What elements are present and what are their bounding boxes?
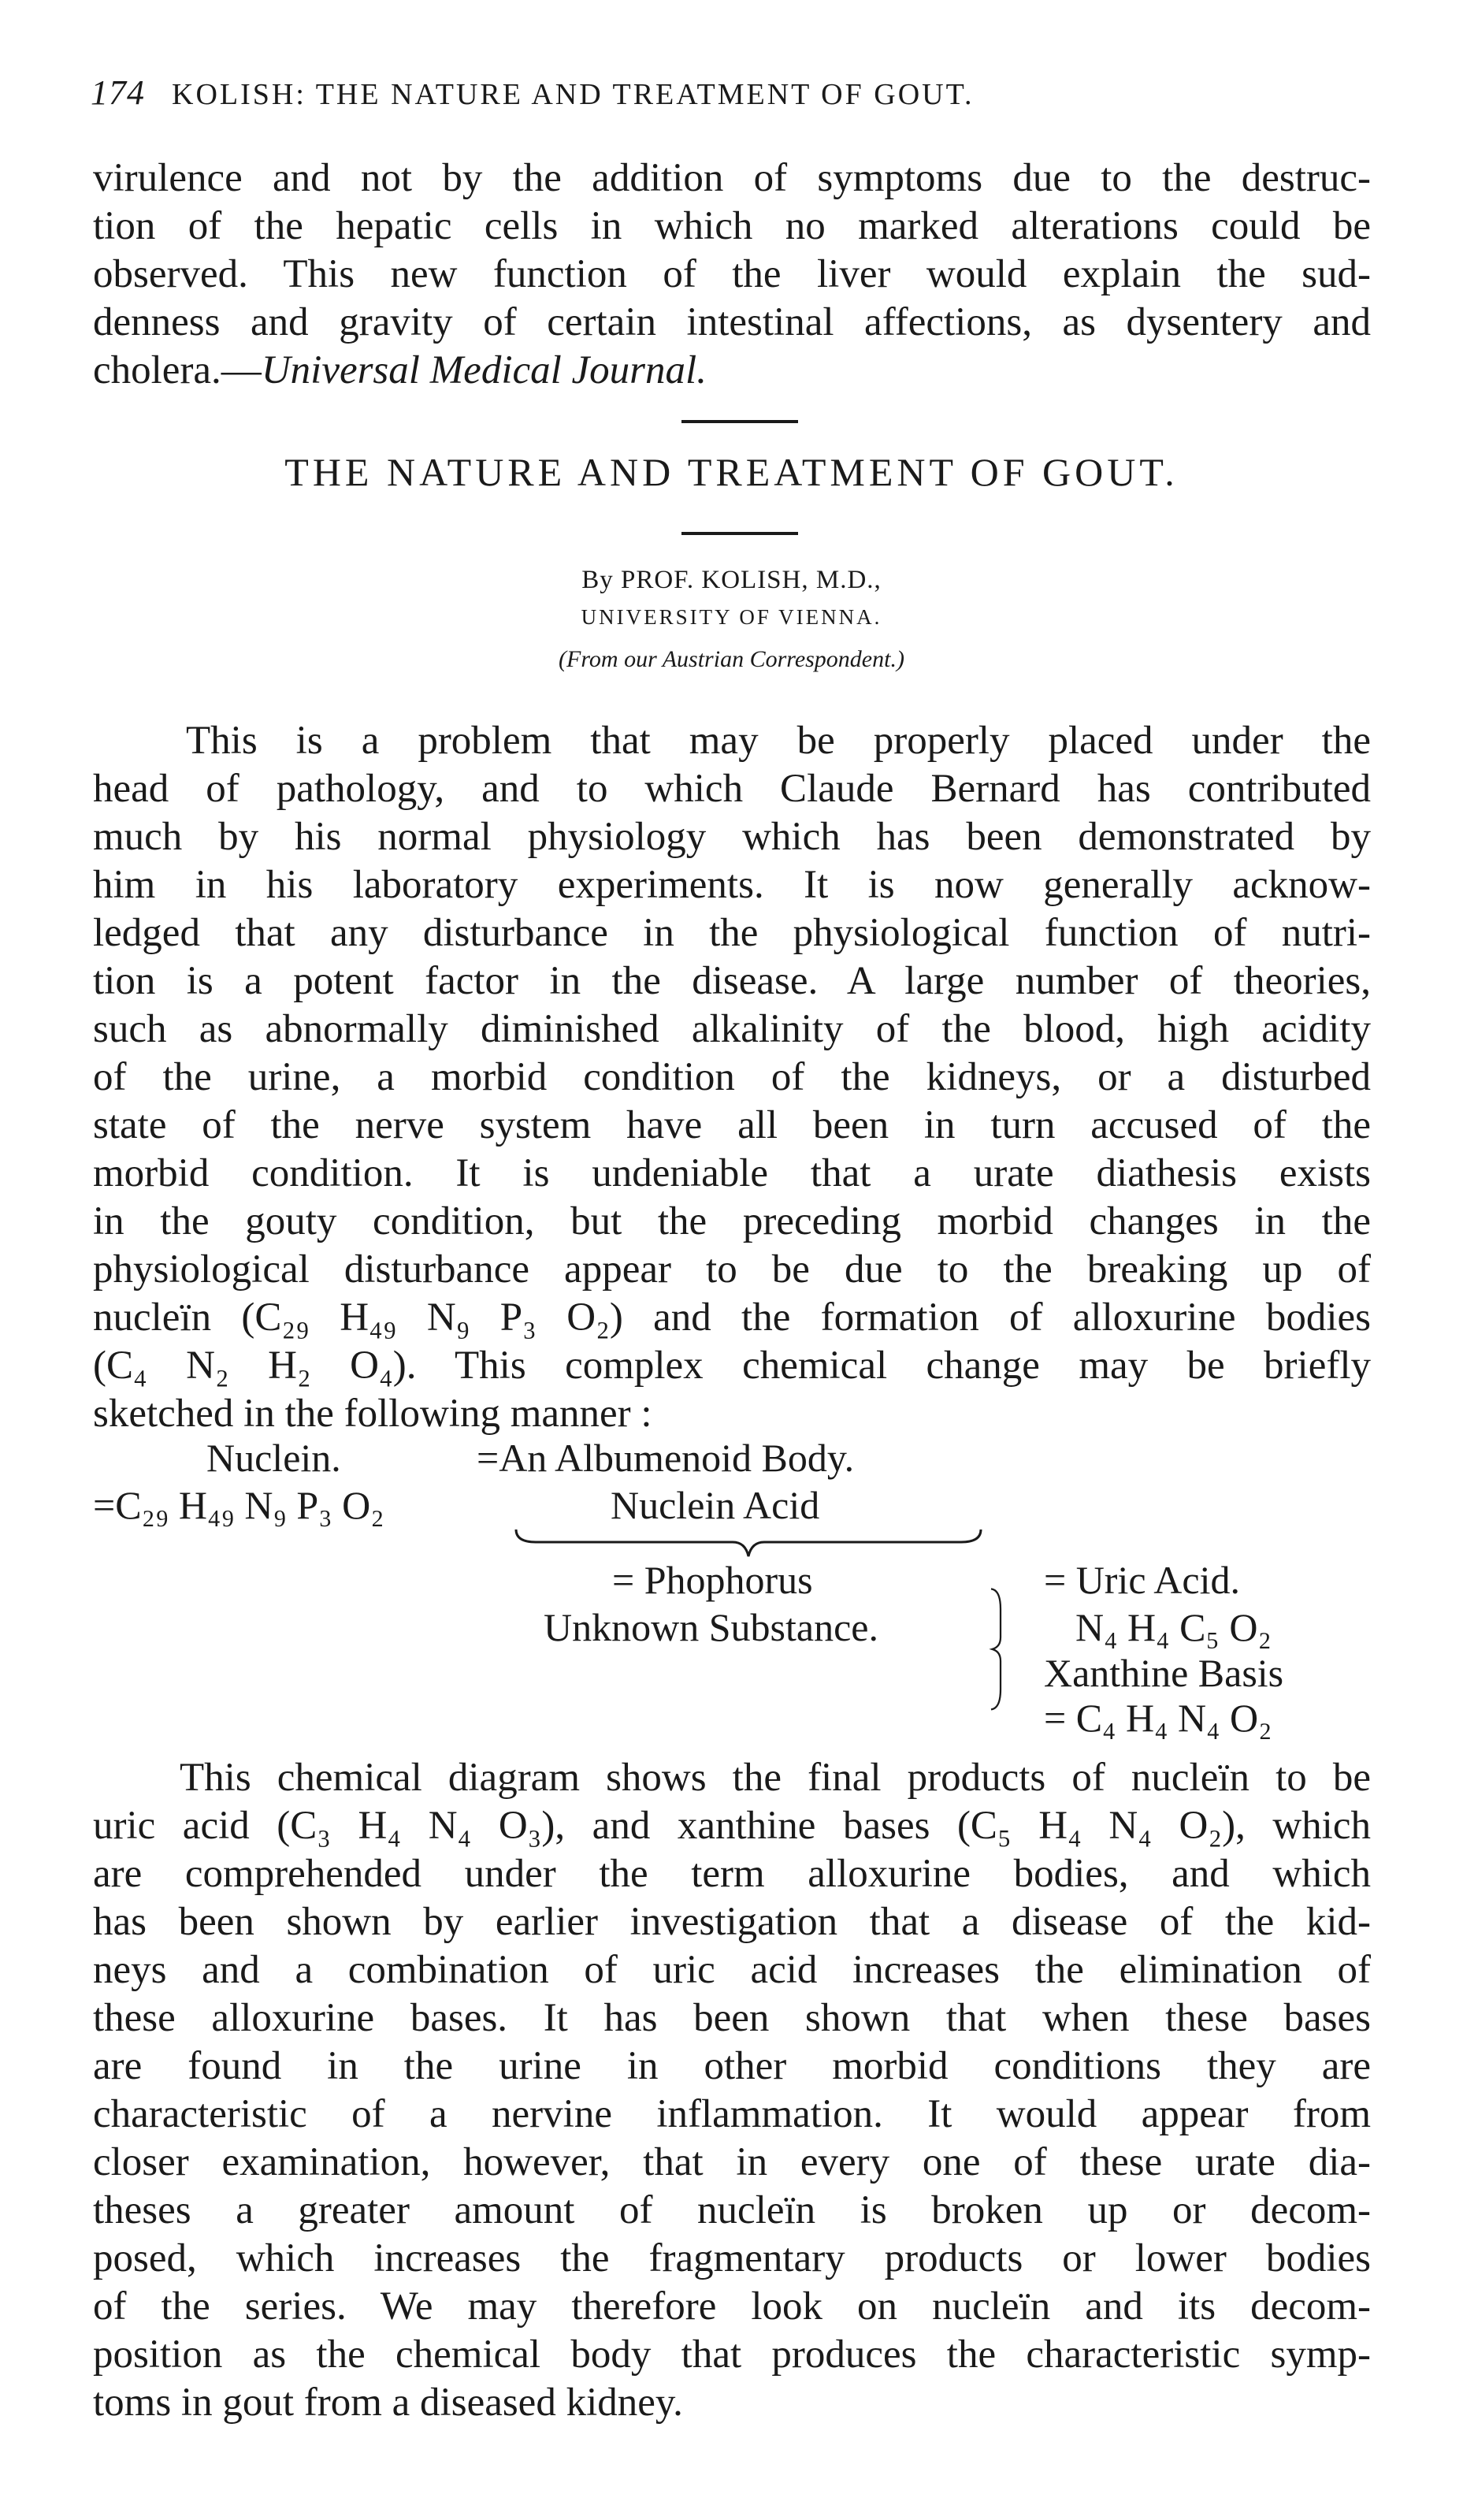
- nuclein-acid-label: Nuclein Acid: [611, 1483, 820, 1527]
- albumenoid-label: =An Albumenoid Body.: [477, 1436, 855, 1480]
- text-line: theses a greater amount of nucleïn is broken up or decom-: [93, 2188, 1371, 2232]
- text-line: neys and a combination of uric acid increases the elimination of: [93, 1948, 1371, 1992]
- text-line: denness and gravity of certain intestinal affections, as dysentery and: [93, 300, 1371, 344]
- text-line: are found in the urine in other morbid conditions they are: [93, 2044, 1371, 2088]
- text-line: are comprehended under the term alloxurine bodies, and which: [93, 1852, 1371, 1896]
- xanthine-label: Xanthine Basis: [1044, 1651, 1284, 1695]
- text-line: such as abnormally diminished alkalinity of the blood, high acidity: [93, 1007, 1371, 1051]
- text-line: has been shown by earlier investigation that a disease of the kid-: [93, 1900, 1371, 1944]
- article-source: (From our Austrian Correspondent.): [559, 646, 904, 672]
- text-line: virulence and not by the addition of symptoms due to the destruc-: [93, 156, 1371, 200]
- phophorus-label: = Phophorus: [612, 1558, 813, 1602]
- article-title: THE NATURE AND TREATMENT OF GOUT.: [284, 450, 1179, 494]
- text-line: tion of the hepatic cells in which no marked alterations could be: [93, 204, 1371, 248]
- unknown-substance-label: Unknown Substance.: [544, 1605, 878, 1649]
- xanthine-formula: = C₄ H₄ N₄ O₂: [1044, 1696, 1272, 1740]
- nuclein-label: Nuclein.: [206, 1436, 341, 1480]
- previous-article-source: Universal Medical Journal.: [261, 348, 707, 392]
- title-rule-top: [681, 420, 798, 423]
- nuclein-formula: =C₂₉ H₄₉ N₉ P₃ O₂: [93, 1483, 384, 1527]
- text-line: tion is a potent factor in the disease. A large number of theories,: [93, 959, 1371, 1003]
- paragraph-1: [93, 717, 1371, 1438]
- text-line: state of the nerve system have all been in turn accused of the: [93, 1103, 1371, 1147]
- text-line: posed, which increases the fragmentary products or lower bodies: [93, 2236, 1371, 2280]
- text-line: observed. This new function of the liver would explain the sud-: [93, 252, 1371, 296]
- page-number: 174: [91, 73, 145, 112]
- text-line: head of pathology, and to which Claude Bernard has contributed: [93, 767, 1371, 811]
- uric-acid-formula: N₄ H₄ C₅ O₂: [1075, 1605, 1272, 1649]
- text-line: much by his normal physiology which has been demonstrated by: [93, 815, 1371, 859]
- running-title: KOLISH: THE NATURE AND TREATMENT OF GOUT.: [172, 78, 975, 111]
- byline: By PROF. KOLISH, M.D.,: [581, 566, 882, 594]
- vertical-brace: [986, 1564, 1010, 1734]
- text-line: toms in gout from a diseased kidney.: [93, 2381, 683, 2425]
- title-rule-bottom: [681, 532, 798, 535]
- text-line: of the urine, a morbid condition of the kidneys, or a disturbed: [93, 1055, 1371, 1099]
- text-line: morbid condition. It is undeniable that a urate diathesis exists: [93, 1151, 1371, 1195]
- text-line: (C₄ N₂ H₂ O₄). This complex chemical change may be briefly: [93, 1344, 1371, 1388]
- text-line: ledged that any disturbance in the physiological function of nutri-: [93, 911, 1371, 955]
- running-head: [91, 72, 1367, 113]
- paragraph-2: [93, 1754, 1371, 2427]
- text-line: position as the chemical body that produces the characteristic symp-: [93, 2332, 1371, 2377]
- text-line: physiological disturbance appear to be due to the breaking up of: [93, 1247, 1371, 1292]
- text-line: This is a problem that may be properly placed under the: [186, 719, 1371, 763]
- text-line: him in his laboratory experiments. It is now generally acknow-: [93, 863, 1371, 907]
- text-line: This chemical diagram shows the final products of nucleïn to be: [180, 1756, 1371, 1800]
- affiliation: UNIVERSITY OF VIENNA.: [581, 605, 882, 629]
- text-line: nucleïn (C₂₉ H₄₉ N₉ P₃ O₂) and the formation of alloxurine bodies: [93, 1295, 1371, 1340]
- text-line: closer examination, however, that in every one of these urate dia-: [93, 2140, 1371, 2184]
- text-line: uric acid (C₃ H₄ N₄ O₃), and xanthine bases (C₅ H₄ N₄ O₂), which: [93, 1804, 1371, 1848]
- text-line: characteristic of a nervine inflammation. It would appear from: [93, 2092, 1371, 2136]
- text-line: [93, 347, 1371, 395]
- previous-article-ending: [93, 154, 1371, 395]
- text-line: these alloxurine bases. It has been shown that when these bases: [93, 1996, 1371, 2040]
- uric-acid-label: = Uric Acid.: [1044, 1558, 1240, 1602]
- last-line-text: cholera.—: [93, 348, 262, 392]
- text-line: sketched in the following manner :: [93, 1392, 652, 1436]
- text-line: of the series. We may therefore look on nucleïn and its decom-: [93, 2284, 1371, 2329]
- text-line: in the gouty condition, but the preceding morbid changes in the: [93, 1199, 1371, 1243]
